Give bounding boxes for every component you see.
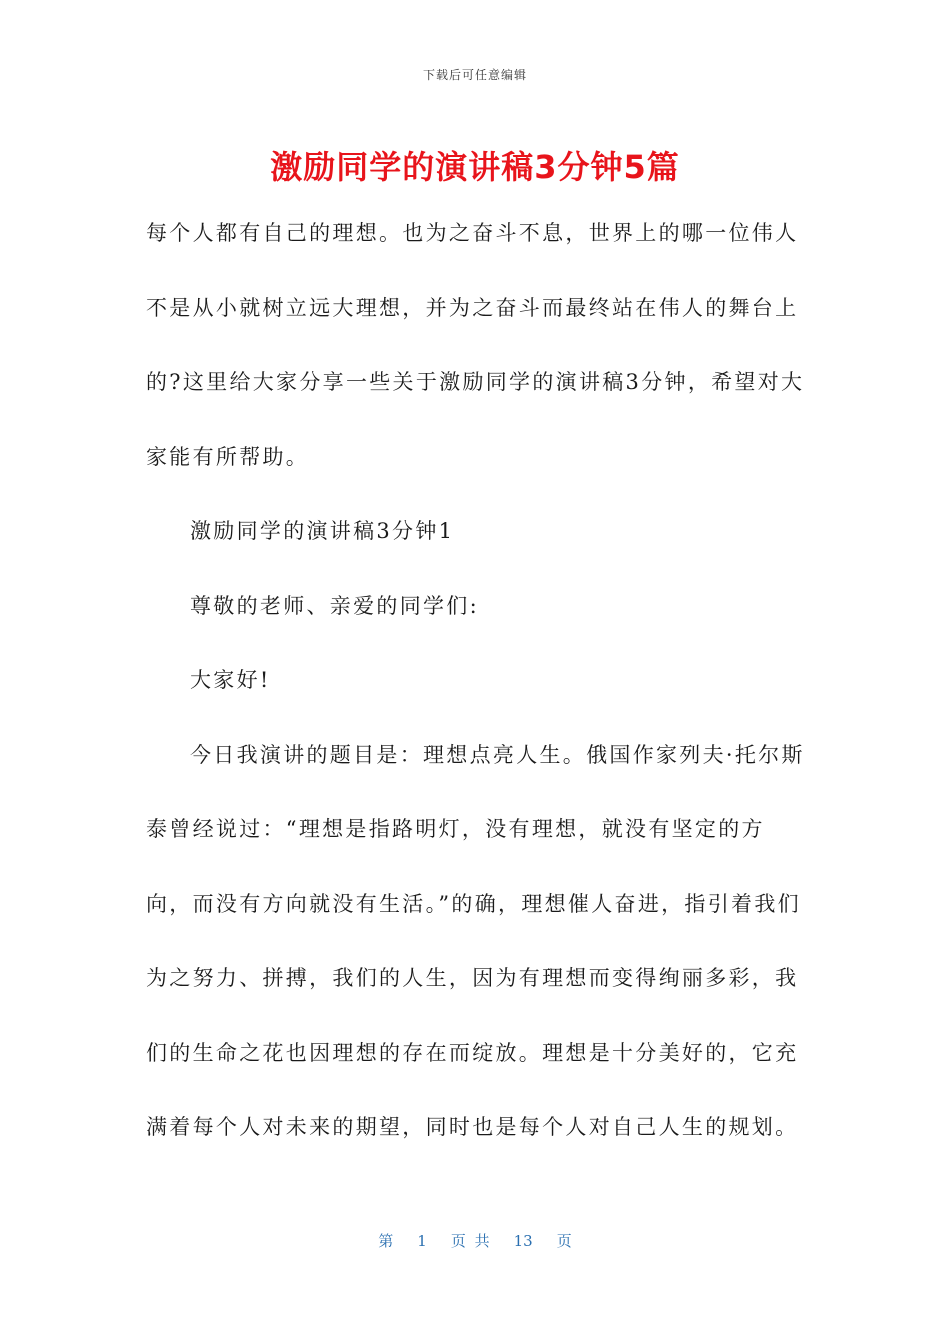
section-heading: 激励同学的演讲稿3分钟1: [190, 519, 455, 543]
greeting: 大家好!: [190, 668, 271, 692]
document-body: [146, 196, 806, 1165]
page-footer: [0, 1230, 950, 1251]
header-note: 下载后可任意编辑: [422, 68, 527, 82]
intro-paragraph: 每个人都有自己的理想。也为之奋斗不息，世界上的哪一位伟人不是从小就树立远大理想，并为之奋斗而最终站在伟人的舞台上的?这里给大家分享一些关于激励同学的演讲稿3分钟，希望对大家能有所帮助。: [146, 221, 805, 469]
page-suffix: 页: [556, 1232, 572, 1250]
page-number: 1: [417, 1232, 427, 1250]
salutation: 尊敬的老师、亲爱的同学们:: [190, 593, 479, 618]
document-title: 激励同学的演讲稿3分钟5篇: [270, 148, 680, 186]
page-prefix: 第: [378, 1232, 394, 1250]
page-mid: 页 共: [450, 1232, 490, 1250]
body-paragraph: 今日我演讲的题目是：理想点亮人生。俄国作家列夫·托尔斯泰曾经说过：“理想是指路明灯，没有理想，就没有坚定的方向，而没有方向就没有生活。”的确，理想催人奋进，指引着我们为之努力、拼搏，我们的人生，因为有理想而变得绚丽多彩，我们的生命之花也因理想的存在而绽放。理想是十分美好的，它充满着每个人对未来的期望，同时也是每个人对自己人生的规划。: [146, 742, 805, 1139]
page-total: 13: [513, 1232, 533, 1250]
